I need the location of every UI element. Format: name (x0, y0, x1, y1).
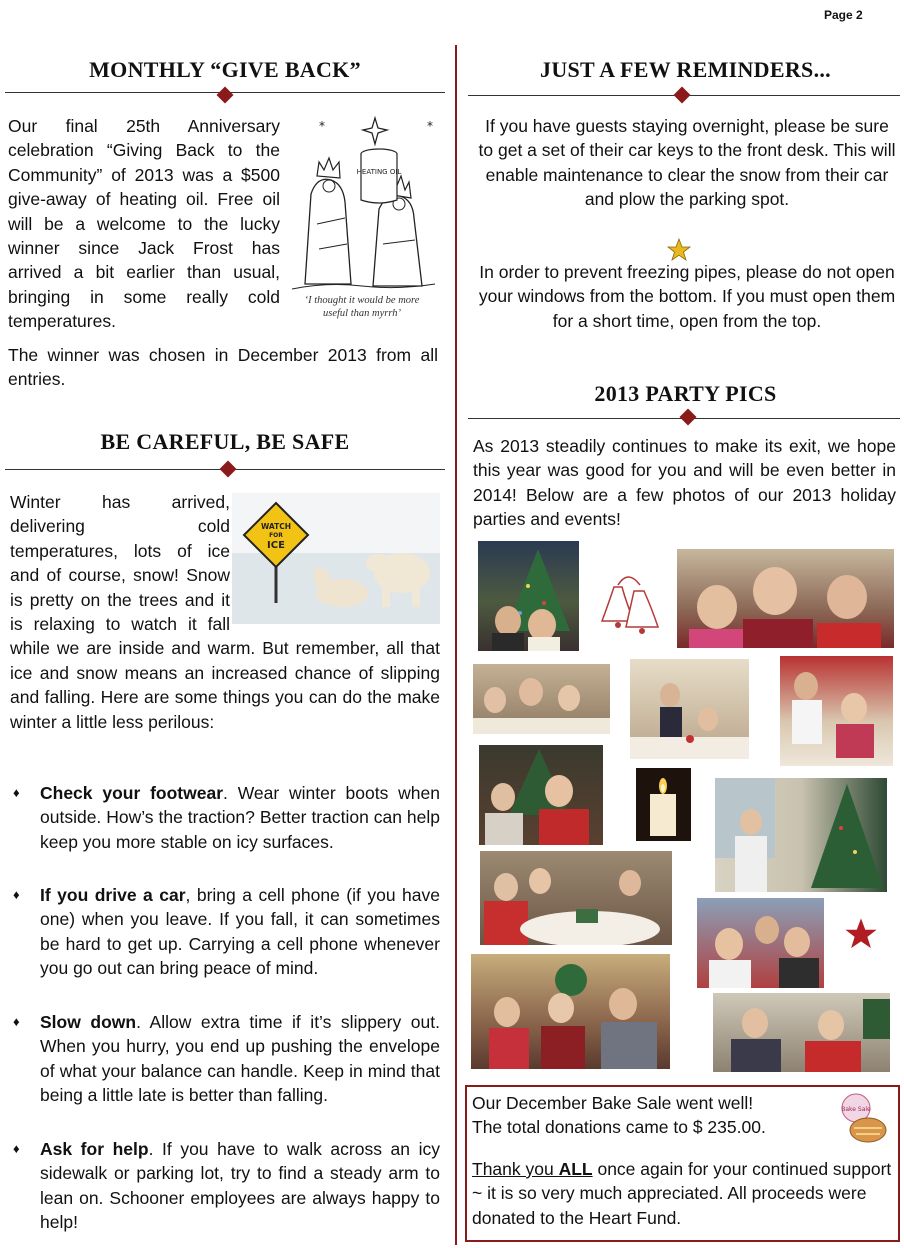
thanks-all: ALL (558, 1159, 593, 1179)
party-photo-tree-standing (715, 778, 887, 892)
tip-footwear-lead: Check your footwear (40, 783, 224, 803)
tip-help-lead: Ask for help (40, 1139, 149, 1159)
svg-text:FOR: FOR (269, 532, 283, 539)
tip-footwear (40, 781, 440, 854)
cartoon-drum-label: HEATING OIL (356, 168, 402, 176)
party-photo-three-residents (677, 549, 894, 648)
bullet-diamond-icon: ♦ (13, 1141, 20, 1156)
party-photo-three-smiling (697, 898, 824, 988)
bells-clipart (594, 565, 664, 637)
bake-sale-badge-icon (834, 1090, 892, 1148)
tip-drive-text: , bring a cell phone (if you have one) when you leave. If you fall, it can sometimes be hard to get up. Carrying a cell phone whenever you go out can bring peace of mind. (40, 885, 440, 979)
give-back-paragraph-2: The winner was chosen in December 2013 from all entries. (8, 345, 438, 390)
bake-sale-badge-text: Bake Sale (841, 1106, 871, 1113)
party-photo-round-table (480, 851, 672, 945)
svg-text:WATCH: WATCH (260, 522, 292, 531)
party-photo-three-seated (471, 954, 670, 1069)
safety-diamond (220, 461, 237, 478)
safety-intro-text: Winter has arrived, delivering cold temperatures, lots of ice and of course, snow! Snow is pretty on the trees and it is relaxing to watch it fall while we are inside and warm. But remember, all that ice and snow means an increased chance of slipping and falling. Here are some things you can do the make winter a little less perilous: (10, 492, 440, 732)
give-back-paragraph-1: Our final 25th Anniversary celebration “Giving Back to the Community” of 2013 was a $500 give-away of heating oil. Free oil will be a welcome to the lucky winner since Jack Frost has arrived a bit earlier than usual, bringing in some really cold temperatures. (8, 116, 280, 332)
thanks-underlined: Thank you (472, 1159, 559, 1179)
red-star-icon (844, 917, 878, 951)
party-photo-hall-table (630, 659, 749, 759)
party-photo-couple-sweaters (713, 993, 890, 1072)
give-back-diamond (217, 87, 234, 104)
safety-heading: BE CAREFUL, BE SAFE (100, 429, 350, 454)
bake-sale-line-2: The total donations came to $ 235.00. (472, 1117, 766, 1137)
party-photo-table-group (473, 664, 610, 734)
tip-footwear-text: . Wear winter boots when outside. How’s the traction? Better traction can help keep you more stable on icy surfaces. (40, 783, 440, 852)
party-photo-christmas-tree (478, 541, 579, 651)
tip-help-text: . If you have to walk across an icy sidewalk or parking lot, try to find a steady arm to lean on. Schooner employees are always happy to help! (40, 1139, 440, 1233)
candle-photo (636, 768, 691, 841)
tip-drive-lead: If you drive a car (40, 885, 186, 905)
party-paragraph: As 2013 steadily continues to make its exit, we hope this year was good for you and will be even better in 2014! Below are a few photos of our 2013 holiday parties and events! (473, 436, 896, 530)
svg-text:*: * (319, 119, 325, 133)
bake-sale-thanks (472, 1157, 892, 1230)
tip-ask-help (40, 1137, 440, 1235)
reminders-diamond (674, 87, 691, 104)
safety-intro (10, 490, 440, 734)
svg-text:ICE: ICE (267, 540, 285, 551)
reminders-heading: JUST A FEW REMINDERS... (540, 57, 831, 82)
party-photo-couple-tree (479, 745, 603, 845)
bake-sale-line-1: Our December Bake Sale went well! (472, 1093, 754, 1113)
tip-slow-down (40, 1010, 440, 1108)
gold-star-icon (667, 238, 691, 262)
bullet-diamond-icon: ♦ (13, 887, 20, 902)
tip-slow-text: . Allow extra time if it’s slippery out. When you hurry, you end up pushing the envelope of what your balance can handle. Keep in mind that being a little late is better than falling. (40, 1012, 440, 1106)
cartoon-caption: ‘I thought it would be more useful than myrrh’ (304, 295, 420, 319)
column-divider (455, 45, 457, 1245)
photo-float-spacer (230, 490, 440, 626)
page-number: Page 2 (824, 8, 863, 22)
bullet-diamond-icon: ♦ (13, 785, 20, 800)
bullet-diamond-icon: ♦ (13, 1014, 20, 1029)
party-photo-staff-resident (780, 656, 893, 766)
thanks-rest: once again for your continued support ~ it is so very much appreciated. All proceeds were donated to the Heart Fund. (472, 1159, 892, 1228)
reminder-guests: If you have guests staying overnight, please be sure to get a set of their car keys to the front desk. This will enable maintenance to clear the snow from their car and plow the parking spot. (478, 116, 896, 210)
magi-cartoon-image (287, 114, 437, 324)
give-back-heading: MONTHLY “GIVE BACK” (89, 57, 361, 82)
party-diamond (680, 409, 697, 426)
reminder-windows: In order to prevent freezing pipes, please do not open your windows from the bottom. If you must open them for a short time, open from the top. (478, 262, 896, 331)
party-heading: 2013 PARTY PICS (594, 381, 777, 406)
tip-drive (40, 883, 440, 981)
tip-slow-lead: Slow down (40, 1012, 137, 1032)
svg-text:*: * (427, 119, 433, 133)
